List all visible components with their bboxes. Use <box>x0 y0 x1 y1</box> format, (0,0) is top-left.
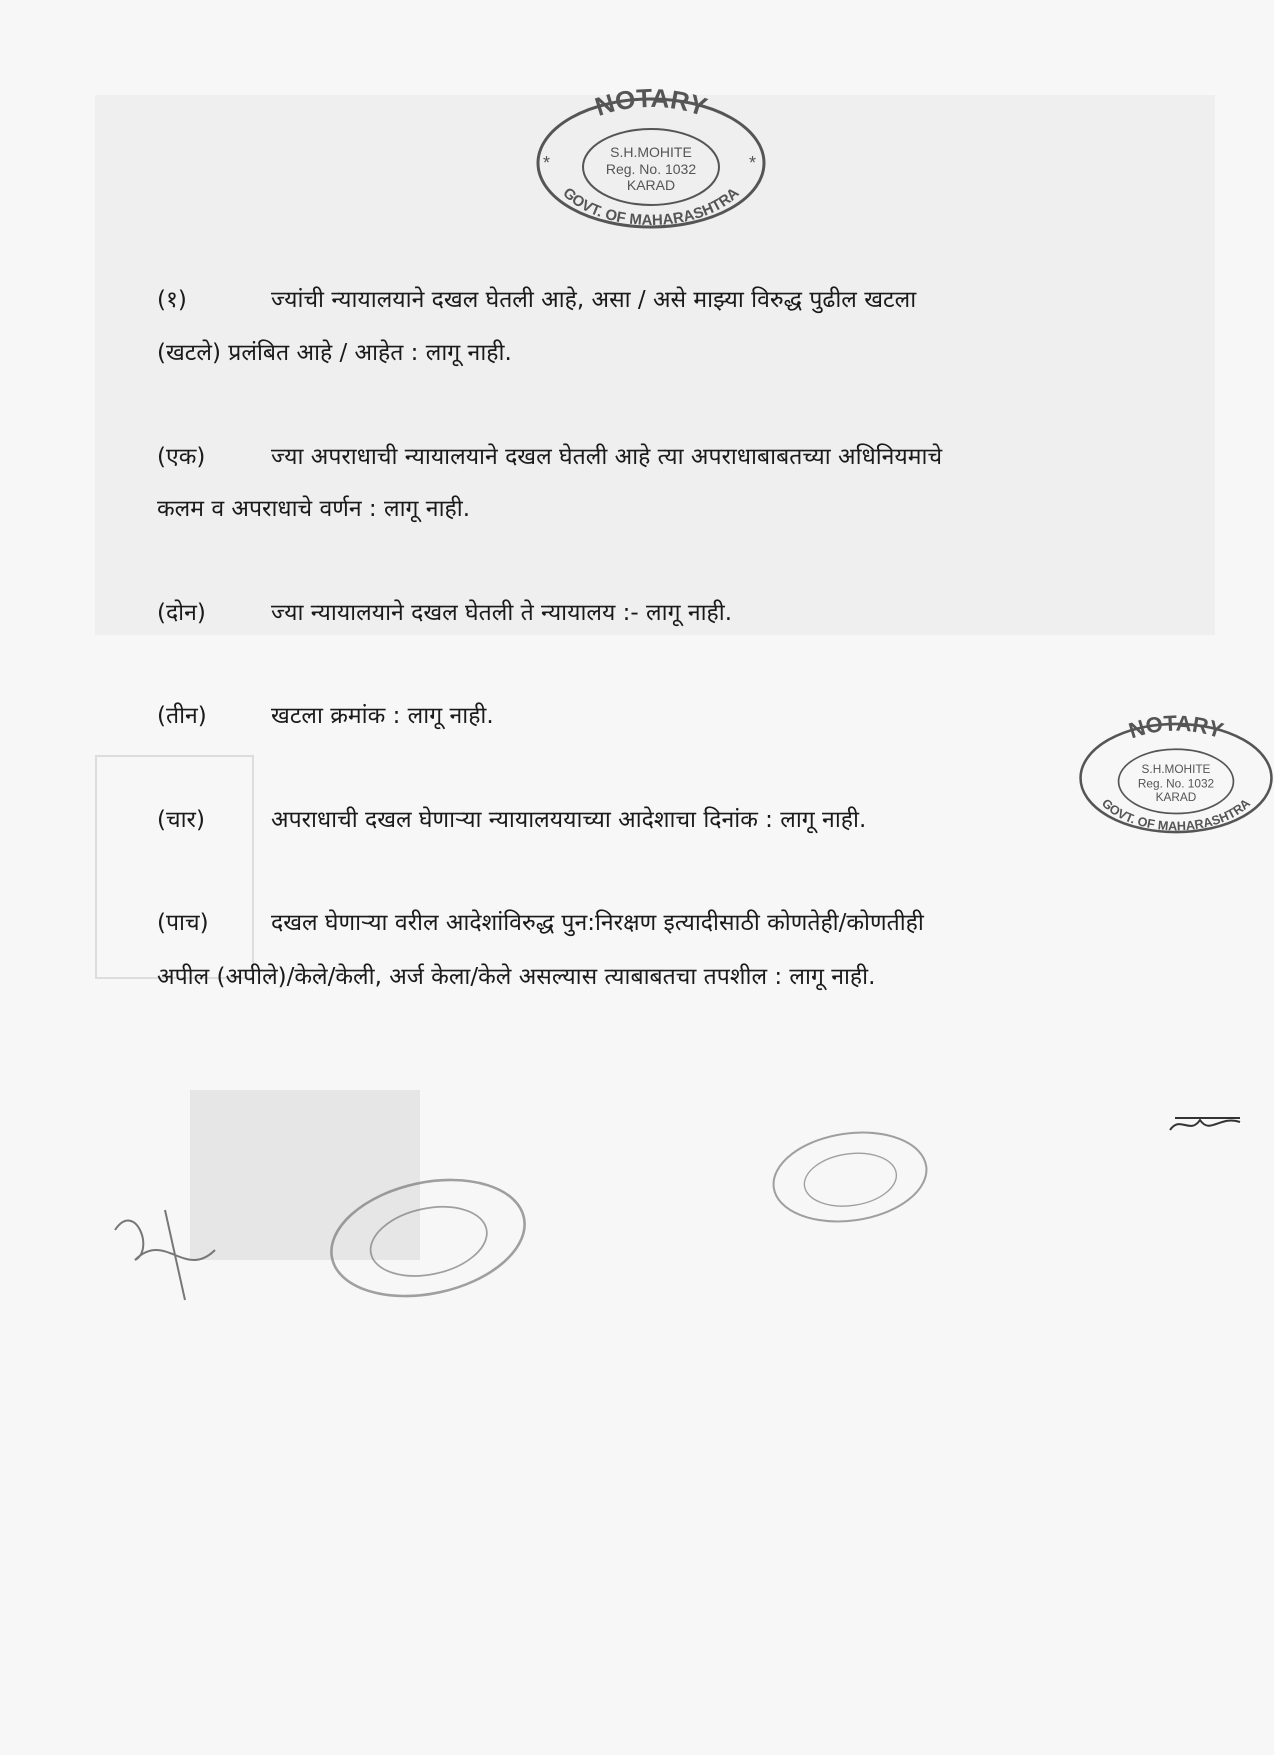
handwritten-signature <box>105 1190 235 1310</box>
item-label: (दोन) <box>157 600 206 626</box>
item-text: ज्यांची न्यायालयाने दखल घेतली आहे, असा / असे माझ्या विरुद्ध पुढील खटला <box>271 287 917 313</box>
item-text: खटला क्रमांक : लागू नाही. <box>271 703 494 729</box>
item-text: अपराधाची दखल घेणाऱ्या न्यायालययाच्या आदेशाचा दिनांक : लागू नाही. <box>271 807 867 833</box>
stamp-title: NOTARY <box>591 82 711 122</box>
handwritten-initials <box>1165 1110 1245 1140</box>
item-label: (पाच) <box>157 910 209 936</box>
item-text-continued: अपील (अपीले)/केले/केली, अर्ज केला/केले असल्यास त्याबाबतचा तपशील : लागू नाही. <box>157 964 876 990</box>
notary-stamp-mirrored <box>764 1108 937 1247</box>
item-text-continued: कलम व अपराधाचे वर्णन : लागू नाही. <box>157 496 471 522</box>
item-label: (१) <box>157 287 187 313</box>
item-text: ज्या न्यायालयाने दखल घेतली ते न्यायालय :- लागू नाही. <box>271 600 733 626</box>
svg-text:*: * <box>543 153 551 173</box>
notary-stamp-right <box>1078 710 1274 846</box>
svg-text:*: * <box>749 153 757 173</box>
stamp-govt: GOVT. OF MAHARASHTRA <box>559 184 743 230</box>
item-label: (तीन) <box>157 703 207 729</box>
stamp-place: KARAD <box>1155 789 1197 804</box>
svg-text:NOTARY <box>591 83 710 122</box>
item-label: (एक) <box>157 444 206 470</box>
stamp-name: S.H.MOHITE <box>1141 761 1211 776</box>
stamp-reg: Reg. No. 1032 <box>1137 776 1215 791</box>
stamp-title: NOTARY <box>1125 710 1227 744</box>
stamp-name: S.H.MOHITE <box>610 144 692 160</box>
stamp-govt: GOVT. OF MAHARASHTRA <box>1098 796 1254 834</box>
stamp-reg: Reg. No. 1032 <box>605 161 697 177</box>
item-text-continued: (खटले) प्रलंबित आहे / आहेत : लागू नाही. <box>157 340 512 366</box>
notary-stamp-top <box>535 82 767 231</box>
stamp-place: KARAD <box>626 177 676 193</box>
svg-text:NOTARY <box>1126 710 1227 743</box>
item-text: ज्या अपराधाची न्यायालयाने दखल घेतली आहे त्या अपराधाबाबतच्या अधिनियमाचे <box>271 444 943 470</box>
item-label: (चार) <box>157 807 205 833</box>
treasury-seal-box <box>95 755 254 979</box>
item-text: दखल घेणाऱ्या वरील आदेशांविरुद्ध पुन:निरक्षण इत्यादीसाठी कोणतेही/कोणतीही <box>271 910 924 936</box>
